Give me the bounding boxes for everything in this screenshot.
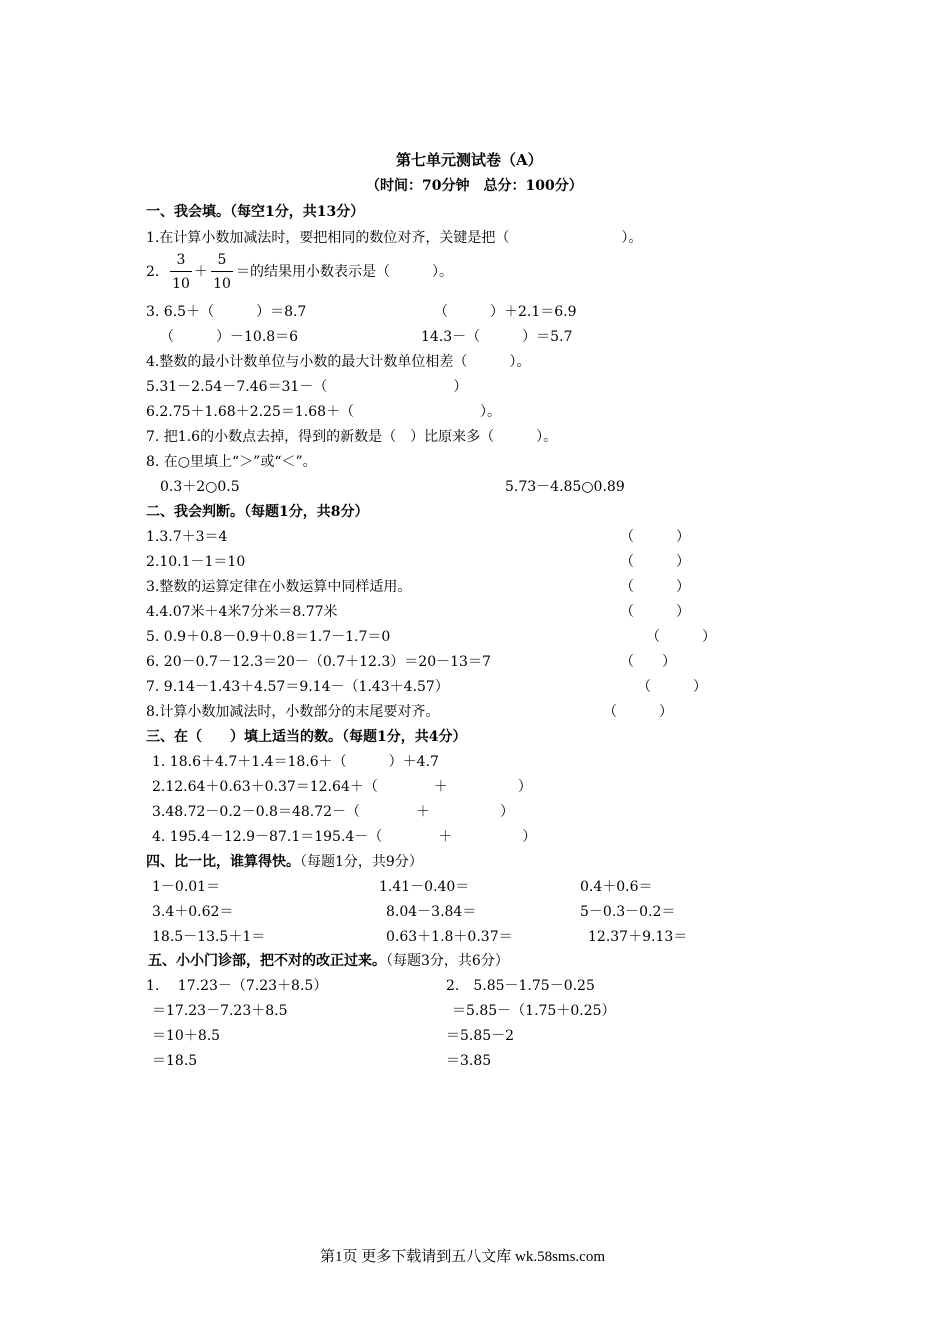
s1-question-2-text: ＝的结果用小数表示是（ ）。 bbox=[236, 264, 453, 280]
fraction-bar bbox=[211, 271, 233, 272]
correction-left-line: ＝17.23－7.23＋8.5 bbox=[152, 1003, 288, 1019]
s1-question-7: 7. 把1.6的小数点去掉，得到的新数是（ ）比原来多（ ）。 bbox=[146, 429, 558, 445]
s1-question-3b: （ ）＋2.1＝6.9 bbox=[434, 304, 577, 320]
calc-item: 3.4＋0.62＝ bbox=[152, 904, 234, 920]
judge-answer-blank: （ ） bbox=[620, 579, 690, 595]
correction-right-line: ＝5.85－2 bbox=[446, 1028, 515, 1044]
fraction-numerator: 5 bbox=[217, 252, 227, 268]
judge-item-7: 7. 9.14－1.43＋4.57＝9.14－（1.43＋4.57） bbox=[146, 679, 449, 695]
calc-item: 1－0.01＝ bbox=[152, 879, 221, 895]
page-title: 第七单元测试卷（A） bbox=[396, 151, 543, 169]
correction-left-line: ＝10＋8.5 bbox=[152, 1028, 221, 1044]
judge-item-3: 3.整数的运算定律在小数运算中同样适用。 bbox=[146, 579, 412, 595]
correction-right-line: ＝3.85 bbox=[446, 1053, 492, 1069]
s1-question-4: 4.整数的最小计数单位与小数的最大计数单位相差（ ）。 bbox=[146, 354, 531, 370]
correction-right-line: ＝5.85－（1.75＋0.25） bbox=[452, 1003, 616, 1019]
judge-answer-blank: （ ） bbox=[646, 629, 716, 645]
fill-item-4: 4. 195.4－12.9－87.1＝195.4－（ ＋ ） bbox=[152, 829, 537, 845]
page-footer: 第1页 更多下载请到五八文库 wk.58sms.com bbox=[320, 1249, 606, 1265]
calc-item: 0.4＋0.6＝ bbox=[580, 879, 653, 895]
judge-answer-blank: （ ） bbox=[603, 704, 673, 720]
fill-item-1: 1. 18.6＋4.7＋1.4＝18.6＋（ ）＋4.7 bbox=[152, 754, 439, 770]
s1-question-8a: 0.3＋2○0.5 bbox=[160, 479, 240, 495]
s1-question-6: 6.2.75＋1.68＋2.25＝1.68＋（ ）。 bbox=[146, 404, 502, 420]
calc-item: 1.41－0.40＝ bbox=[379, 879, 470, 895]
page-subtitle: （时间：70分钟 总分：100分） bbox=[366, 178, 583, 194]
section-4-heading-bold: 四、比一比，谁算得快。 bbox=[146, 854, 300, 870]
s1-question-3d: 14.3－（ ）＝5.7 bbox=[421, 329, 573, 345]
calc-item: 0.63＋1.8＋0.37＝ bbox=[386, 929, 513, 945]
s1-question-1: 1.在计算小数加减法时，要把相同的数位对齐，关键是把（ ）。 bbox=[146, 230, 643, 246]
correction-right-line: 2. 5.85－1.75－0.25 bbox=[446, 978, 595, 994]
judge-item-4: 4.4.07米＋4米7分米＝8.77米 bbox=[146, 604, 338, 620]
judge-answer-blank: （ ） bbox=[620, 604, 690, 620]
judge-item-6: 6. 20－0.7－12.3＝20－（0.7＋12.3）＝20－13＝7 bbox=[146, 654, 491, 670]
fill-item-3: 3.48.72－0.2－0.8＝48.72－（ ＋ ） bbox=[152, 804, 515, 820]
judge-answer-blank: （ ） bbox=[620, 654, 676, 670]
judge-answer-blank: （ ） bbox=[620, 554, 690, 570]
calc-item: 18.5－13.5＋1＝ bbox=[152, 929, 266, 945]
fraction-denominator: 10 bbox=[213, 276, 231, 292]
fraction-bar bbox=[170, 271, 192, 272]
fraction-denominator: 10 bbox=[172, 276, 190, 292]
section-4-heading-note: （每题1分，共9分） bbox=[300, 854, 423, 870]
section-5-heading-note: （每题3分，共6分） bbox=[386, 953, 509, 969]
fraction-5-10 bbox=[209, 250, 235, 292]
judge-item-8: 8.计算小数加减法时，小数部分的末尾要对齐。 bbox=[146, 704, 440, 720]
section-5-heading bbox=[148, 951, 509, 971]
section-1-heading: 一、我会填。（每空1分，共13分） bbox=[146, 204, 365, 220]
section-3-heading: 三、在（ ）填上适当的数。（每题1分，共4分） bbox=[146, 729, 467, 745]
fraction-3-10 bbox=[168, 250, 194, 292]
correction-left-line: ＝18.5 bbox=[152, 1053, 198, 1069]
calc-item: 12.37＋9.13＝ bbox=[588, 929, 688, 945]
judge-answer-blank: （ ） bbox=[637, 679, 707, 695]
s1-question-8b: 5.73－4.85○0.89 bbox=[505, 479, 625, 495]
correction-left-line: 1. 17.23－（7.23＋8.5） bbox=[146, 978, 328, 994]
s1-question-3c: （ ）－10.8＝6 bbox=[160, 329, 299, 345]
judge-answer-blank: （ ） bbox=[620, 529, 690, 545]
section-2-heading: 二、我会判断。（每题1分，共8分） bbox=[146, 504, 369, 520]
section-4-heading bbox=[146, 852, 423, 872]
judge-item-1: 1.3.7＋3＝4 bbox=[146, 529, 228, 545]
s1-question-5: 5.31－2.54－7.46＝31－（ ） bbox=[146, 379, 468, 395]
section-5-heading-bold: 五、小小门诊部，把不对的改正过来。 bbox=[148, 953, 386, 969]
calc-item: 5－0.3－0.2＝ bbox=[580, 904, 676, 920]
s1-question-3a: 3. 6.5＋（ ）＝8.7 bbox=[146, 304, 307, 320]
calc-item: 8.04－3.84＝ bbox=[386, 904, 477, 920]
s1-question-8: 8. 在○里填上“＞”或“＜”。 bbox=[146, 454, 317, 470]
judge-item-5: 5. 0.9＋0.8－0.9＋0.8＝1.7－1.7＝0 bbox=[146, 629, 391, 645]
s1-question-2-plus: ＋ bbox=[194, 264, 208, 280]
judge-item-2: 2.10.1－1＝10 bbox=[146, 554, 246, 570]
s1-question-2-number: 2. bbox=[146, 264, 160, 280]
fraction-numerator: 3 bbox=[176, 252, 186, 268]
fill-item-2: 2.12.64＋0.63＋0.37＝12.64＋（ ＋ ） bbox=[152, 779, 532, 795]
